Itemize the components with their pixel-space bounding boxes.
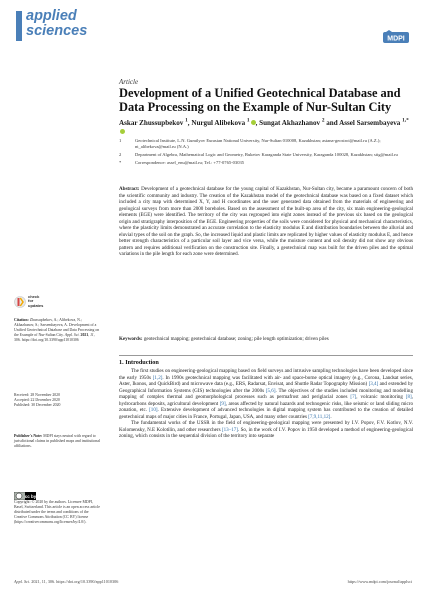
body-text	[119, 368, 413, 440]
citation-doi[interactable]: , 306. https://doi.org/10.3390/app11010306	[14, 333, 95, 343]
author-name[interactable]: Nurgul Alibekova	[191, 119, 246, 127]
publisher-note-text: MDPI stays neutral with regard to jurisdictional claims in published maps and institutional affiliations.	[14, 434, 101, 449]
keywords-label: Keywords:	[119, 336, 143, 342]
orcid-icon[interactable]	[120, 129, 125, 134]
check-for-updates-badge[interactable]	[14, 295, 42, 312]
cc-by-license-icon[interactable]	[14, 487, 36, 499]
citation-volume: 11	[90, 333, 94, 338]
keywords	[119, 336, 413, 343]
affiliation-text: Department of Algebra, Mathematical Logic and Geometry, Buketov Karaganda State University, Karaganda 100028, Kazakhstan; stig@mail.ru	[135, 151, 398, 157]
correspondence	[119, 160, 409, 166]
abstract-label: Abstract:	[119, 186, 140, 192]
author-affil-mark: 2	[321, 117, 325, 124]
updates-icon	[14, 296, 26, 308]
journal-logo-block	[16, 11, 22, 41]
affiliation-mark: *	[119, 159, 122, 165]
publisher-note	[14, 434, 102, 449]
citation-link[interactable]: [3,4]	[368, 381, 379, 388]
journal-name-line1: applied	[26, 8, 77, 24]
publisher-note-label: Publisher's Note:	[14, 434, 43, 438]
citation-label: Citation:	[14, 318, 29, 322]
author-affil-mark: 1	[185, 117, 188, 124]
author-list: Askar Zhussupbekov $^1$, Nurgul Alibekova $^1$ , Sungat Akhazhanov $^2$ and Assel Sarsembayeva $^{1,*}$	[119, 119, 414, 137]
article-type: Article	[119, 78, 139, 86]
journal-name-line2: sciences	[26, 23, 88, 39]
page-footer	[14, 579, 412, 584]
abstract-text: Development of a geotechnical database for the young capital of Kazakhstan, Nur-Sultan city, became a paramount concern of both the scientific community and industry. The creation of the Kazakhstan model of the geotechnical database was based on a fixed dataset which included a city map with determined X, Y, and H coordinates and the user generated data obtained from the materials of engineering and geological surveys from more than 2000 boreholes. Based on the assessment of the built-up area of the city, six main engineering-geological elements (EGE) were identified. The territory of the city was regrouped into eight zones instead of the previous six based on the geological origin and stratigraphy interposition of the EGE. Engineering properties of the soils were considered for physical and mechanical characteristics, where the plasticity limits demonstrated an accurate correlation to the elasticity modulus E and distribution boundaries between the alluvial and eluvial types of the soil on the graph. So, the increased liquid and plastic limits are replicated by higher values of elasticity modulus E, and hence better strength characteristics of a particular soil layer and vice versa, while the moisture content and soil density did not show any obvious pattern and requires additional verification on the construction site. Finally, a geotechnical map was built for the driven piles and the optimal variations in the pile length for each zone were determined.	[119, 186, 413, 258]
abstract	[119, 186, 413, 258]
affiliation-mark: 1	[119, 138, 122, 143]
updates-label-line1: check for	[28, 294, 40, 304]
citation-text: Zhussupbekov, A.; Alibekova, N.; Akhazhanov, S.; Sarsembayeva, A. Development of a Unified Geotechnical Database and Data Processing on the Example of Nur-Sultan City.	[14, 318, 100, 338]
journal-link[interactable]: https://www.mdpi.com/journal/applsci	[347, 579, 412, 584]
keywords-text: geotechnical mapping; geotechnical database; zoning; pile length optimization; driven piles	[143, 336, 329, 342]
copyright-block	[14, 500, 102, 525]
journal-logo	[16, 9, 106, 43]
correspondence-text: Correspondence: assel_enu@mail.ru; Tel.: +77-0765-03035	[135, 159, 245, 165]
affiliation-list	[119, 138, 409, 168]
author-name[interactable]: Askar Zhussupbekov	[119, 119, 184, 127]
footer-journal: Appl. Sci.	[14, 579, 31, 584]
author-name[interactable]: Sungat Akhazhanov	[259, 119, 321, 127]
author-affil-mark: 1,*	[402, 117, 409, 124]
received-date: Received: 28 November 2020	[14, 393, 61, 397]
dates-block	[14, 393, 102, 408]
citation-link[interactable]: [10]	[149, 407, 158, 414]
citation-link[interactable]: [7]	[350, 394, 357, 401]
citation-link[interactable]: [7,9,11,12]	[308, 413, 331, 420]
citation-link[interactable]: [1,2]	[152, 374, 163, 381]
citation-journal: Appl. Sci.	[64, 333, 80, 338]
section-heading: 1. Introduction	[119, 359, 159, 366]
affiliation-mark: 2	[119, 151, 122, 157]
affiliation	[119, 152, 409, 158]
orcid-icon[interactable]	[251, 120, 256, 125]
journal-name	[26, 9, 87, 39]
author-name[interactable]: Assel Sarsembayeva	[339, 119, 401, 127]
citation-link[interactable]: [5,6]	[265, 387, 276, 394]
divider	[119, 355, 413, 356]
accepted-date: Accepted: 22 December 2020	[14, 398, 60, 403]
citation-link[interactable]: [8]	[405, 394, 412, 401]
affiliation	[119, 138, 409, 149]
citation-link[interactable]: [9]	[219, 400, 226, 407]
author-affil-mark: 1	[246, 117, 250, 124]
footer-citation: 2021, 11, 306. https://doi.org/10.3390/app11010306	[31, 579, 119, 584]
cc-label: cc by	[24, 493, 36, 499]
citation-block: Citation: Zhussupbekov, A.; Alibekova, N.; Akhazhanov, S.; Sarsembayeva, A. Development of a Unified Geotechnical Database and Data Processing on the Example of Nur-Sultan City. Appl. Sci. 2021, 11, 306. https://doi.org/10.3390/app11010306	[14, 318, 100, 343]
updates-label-line2: updates	[28, 302, 44, 308]
paragraph: The fundamental works of the USSR in the field of engineering-geological mapping were presented by I.V. Popov, F.V. Kotlov, N.V. Kolomensky, N.E Kolotilin, and other researchers [13–17]. So, in the work of I.V. Popov in 1950 developed a method of engineering-geological zoning, which consists in the sequential division of the territory into separate	[119, 420, 413, 440]
affiliation-text: Geotechnical Institute, L.N. Gumilyov Eurasian National University, Nur-Sultan 010008, Kazakhstan; astana-geostroi@mail.ru (A.Z.); nt_alibekova@mail.ru (N.A.)	[135, 138, 381, 149]
published-date: Published: 30 December 2020	[14, 403, 61, 408]
paragraph: The first studies on engineering-geological mapping based on field surveys and intrusive sampling technologies have been developed since the early 1950s [1,2]. In 1990s geotechnical mapping was facilitated with air- and space-borne optical imagery (e.g., Corona, Landsat series, Aster, Ikonos, and QuickBird) and microwave data (e.g., ERS, Radarsat, Envisat, and Shuttle Radar Topography Mission) [3,4] and extended by Geographical Information Systems (GIS) technologies after the 2000s [5,6]. The objectives of the studies included monitoring and modelling mapping of complex thermal and geomorphological processes such as permafrost and periglacial zones [7], volcanic monitoring [8], hydrocarbons deposits, agricultural development [9], areas affected by natural hazards and technogenic risks, like seismic or land sliding micro zonation, etc. [10]. Extensive development of advanced technologies in digital mapping system has contributed to the creation of detailed geotechnical maps of major cities in France, Portugal, Japan, USA, and many other countries [7,9,11,12].	[119, 368, 413, 420]
article-title: Development of a Unified Geotechnical Database and Data Processing on the Example of Nur-Sultan City	[119, 86, 401, 114]
citation-link[interactable]: [13–17]	[221, 426, 238, 433]
mdpi-logo	[383, 30, 409, 46]
publisher-name: MDPI	[387, 35, 405, 43]
citation-year: 2021	[80, 333, 89, 338]
copyright-text: Copyright: © 2020 by the authors. Licensee MDPI, Basel, Switzerland. This article is an open access article distributed under the terms and conditions of the Creative Commons Attribution (CC BY) license (https://creativecommons.org/licenses/by/4.0/).	[14, 500, 100, 525]
